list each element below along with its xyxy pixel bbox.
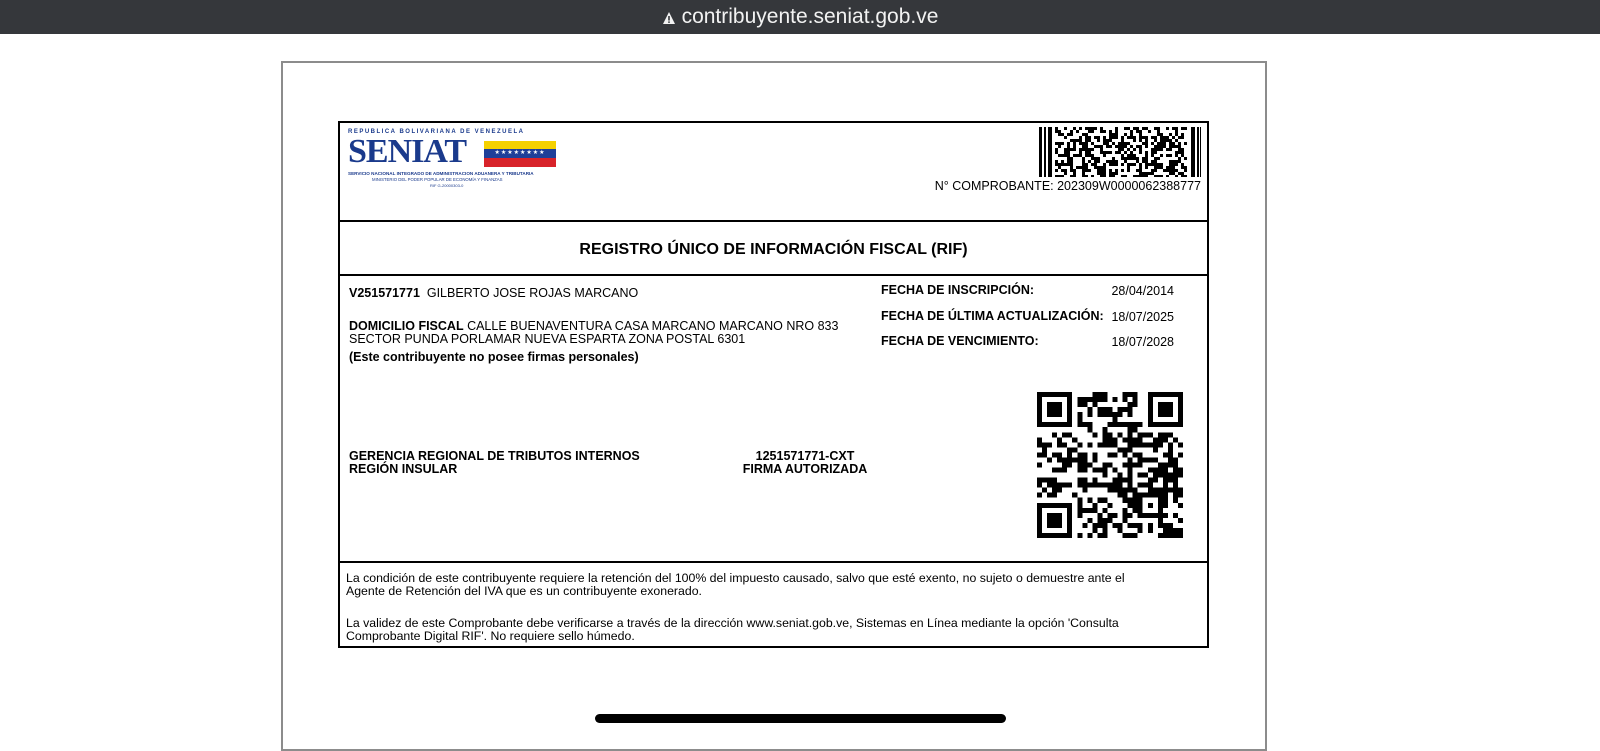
office-line2: REGIÓN INSULAR	[349, 462, 458, 476]
retention-line1: La condición de este contribuyente requiere la retención del 100% del impuesto causado, salvo que esté exento, no sujeto o demuestre ante el	[346, 571, 1125, 585]
logo-line2: MINISTERIO DEL PODER POPULAR DE ECONOMÍA Y FINANZAS	[372, 177, 503, 182]
validity-line2: Comprobante Digital RIF'. No requiere sello húmedo.	[346, 629, 635, 643]
signature-label: FIRMA AUTORIZADA	[742, 462, 868, 476]
home-indicator[interactable]	[595, 714, 1006, 723]
comprobante-number: N° COMPROBANTE: 202309W0000062388777	[934, 179, 1201, 193]
firmas-note: (Este contribuyente no posee firmas personales)	[349, 350, 639, 364]
logo-name: SENIAT	[348, 133, 467, 170]
validity-notice	[346, 617, 1201, 643]
logo-flag: ★★★★★★★★	[484, 141, 556, 167]
inscripcion-value: 28/04/2014	[1111, 284, 1174, 298]
domicilio-fiscal	[349, 320, 838, 346]
signature-code: 1251571771-CXT	[755, 449, 855, 463]
logo-line3: RIF G-20000303-0	[430, 183, 464, 188]
divider	[340, 561, 1207, 563]
retention-notice	[346, 572, 1201, 598]
barcode	[1039, 127, 1201, 177]
divider	[340, 220, 1207, 222]
actualizacion-value: 18/07/2025	[1111, 310, 1174, 324]
rif-number: V251571771	[349, 286, 420, 300]
taxpayer-line	[349, 286, 638, 300]
warning-triangle-icon	[662, 11, 676, 25]
rif-certificate	[338, 121, 1209, 648]
document-title: REGISTRO ÚNICO DE INFORMACIÓN FISCAL (RIF)	[579, 241, 968, 258]
logo-line1: SERVICIO NACIONAL INTEGRADO DE ADMINISTRACION ADUANERA Y TRIBUTARIA	[348, 171, 534, 176]
taxpayer-name: GILBERTO JOSE ROJAS MARCANO	[426, 286, 639, 300]
actualizacion-label: FECHA DE ÚLTIMA ACTUALIZACIÓN:	[881, 309, 1104, 323]
office-line1: GERENCIA REGIONAL DE TRIBUTOS INTERNOS	[349, 449, 640, 463]
browser-address-bar[interactable]	[0, 0, 1600, 34]
logo-top-text: REPUBLICA BOLIVARIANA DE VENEZUELA	[348, 129, 525, 135]
domicilio-line2: SECTOR PUNDA PORLAMAR NUEVA ESPARTA ZONA POSTAL 6301	[349, 332, 746, 346]
validity-line1: La validez de este Comprobante debe verificarse a través de la dirección www.seniat.gob.ve, Sistemas en Línea mediante la opción 'Consulta	[346, 616, 1119, 630]
domicilio-label: DOMICILIO FISCAL	[349, 319, 464, 333]
vencimiento-label: FECHA DE VENCIMIENTO:	[881, 334, 1039, 348]
qr-code	[1037, 392, 1183, 538]
retention-line2: Agente de Retención del IVA que es un contribuyente exonerado.	[346, 584, 702, 598]
url-text: contribuyente.seniat.gob.ve	[681, 5, 939, 28]
seniat-logo	[348, 129, 568, 189]
domicilio-line1: CALLE BUENAVENTURA CASA MARCANO MARCANO NRO 833	[467, 319, 839, 333]
inscripcion-label: FECHA DE INSCRIPCIÓN:	[881, 283, 1035, 297]
office-block	[349, 450, 640, 476]
divider	[340, 274, 1207, 276]
vencimiento-value: 18/07/2028	[1111, 335, 1174, 349]
signature-block	[735, 450, 875, 476]
